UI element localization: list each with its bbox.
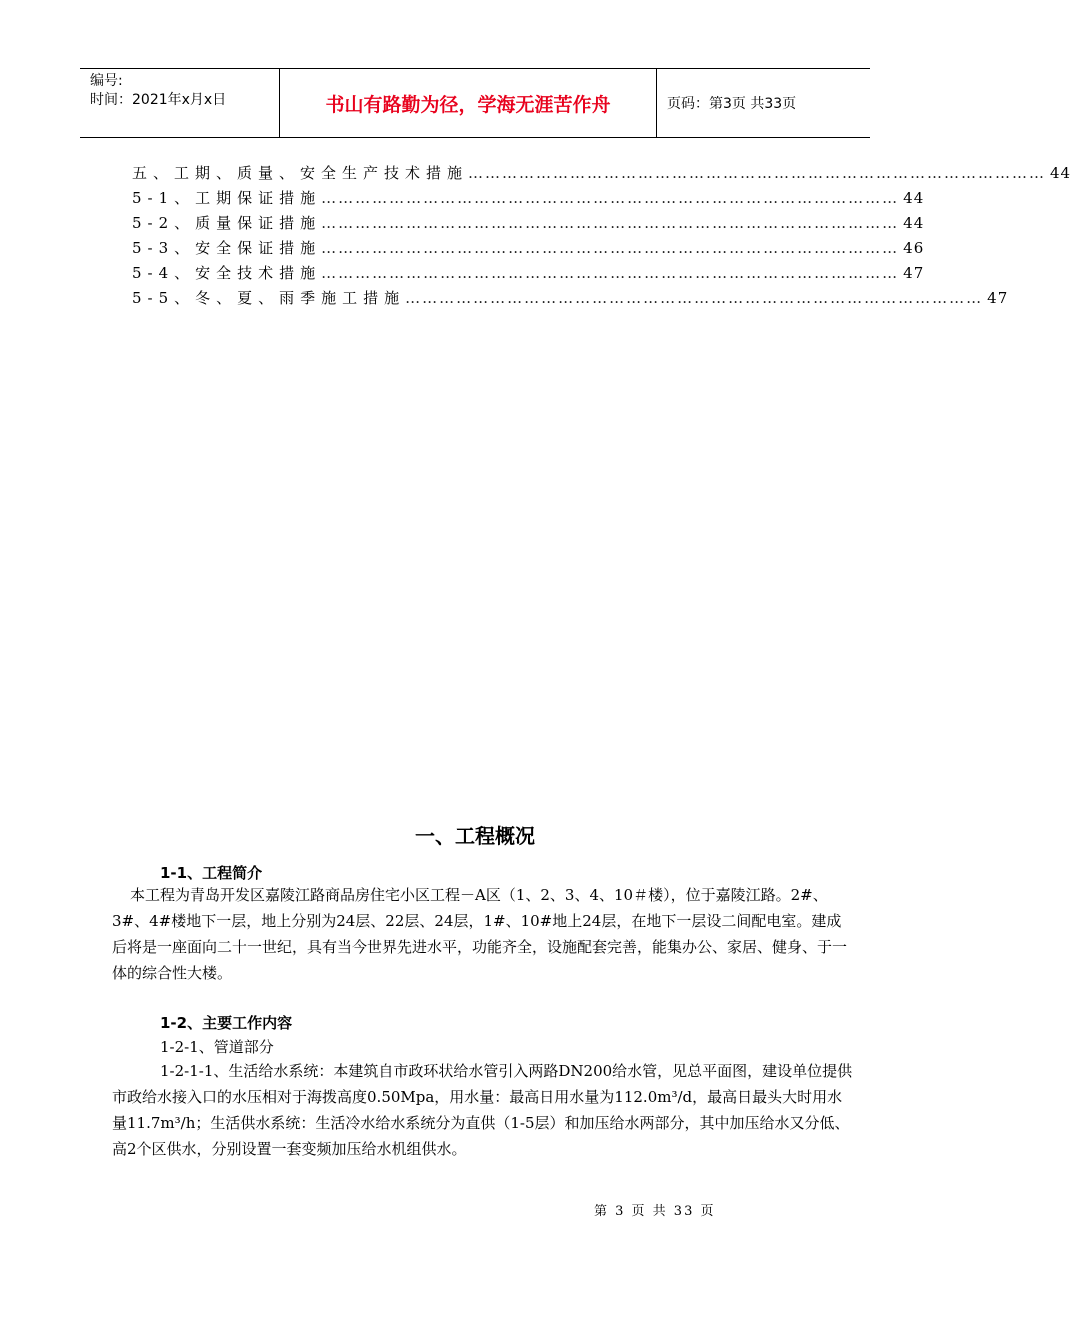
toc-entry-page: 47 xyxy=(903,263,925,282)
toc-entry-title: 5-2、质量保证措施 xyxy=(132,214,322,232)
pipeline-item-heading: 1-2-1、管道部分 xyxy=(160,1038,274,1056)
toc-entry-title: 5-5、冬、夏、雨季施工措施 xyxy=(132,289,406,307)
toc-leader: ………………………………………………………………………………………… xyxy=(321,188,900,207)
subsection-heading-work: 1-2、主要工作内容 xyxy=(160,1014,293,1032)
toc-leader: ………………………………………………………………………………………… xyxy=(405,288,984,307)
toc-entry xyxy=(132,185,925,210)
toc-entry xyxy=(132,160,1071,185)
toc-entry-page: 46 xyxy=(903,238,925,257)
toc-entry-page: 44 xyxy=(1050,163,1071,182)
toc-entry-page: 44 xyxy=(903,188,925,207)
toc-entry-title: 5-1、工期保证措施 xyxy=(132,189,322,207)
water-supply-paragraph: 1-2-1-1、生活给水系统：本建筑自市政环状给水管引入两路DN200给水管，见总平面图，建设单位提供市政给水接入口的水压相对于海拨高度0.50Mpa，用水量：最高日用水量为112.0m³/d，最高日最头大时用水量11.7m³/h；生活供水系统：生活冷水给水系统分为直供（1-5层）和加压给水两部分，其中加压给水又分低、高2个区供水，分别设置一套变频加压给水机组供水。 xyxy=(112,1062,853,1158)
toc-entry xyxy=(132,235,925,260)
toc-leader: ………………………………………………………………………………………… xyxy=(321,238,900,257)
header-page-label: 页码：第3页 共33页 xyxy=(667,96,797,112)
overview-paragraph: 本工程为青岛开发区嘉陵江路商品房住宅小区工程－A区（1、2、3、4、10＃楼），位于嘉陵江路。2#、3#、4#楼地下一层，地上分别为24层、22层、24层，1#、10#地上24层，在地下一层设二间配电室。建成后将是一座面向二十一世纪，具有当今世界先进水平，功能齐全，设施配套完善，能集办公、家居、健身、于一体的综合性大楼。 xyxy=(112,886,848,982)
toc-entry-page: 47 xyxy=(987,288,1009,307)
toc-entry-title: 5-3、安全保证措施 xyxy=(132,239,322,257)
time-label: 时间：2021年x月x日 xyxy=(90,92,227,108)
toc-leader: ………………………………………………………………………………………… xyxy=(468,163,1047,182)
table-of-contents xyxy=(132,160,1071,310)
toc-leader: ………………………………………………………………………………………… xyxy=(321,213,900,232)
toc-entry-page: 44 xyxy=(903,213,925,232)
page-header xyxy=(80,68,870,138)
toc-entry xyxy=(132,260,925,285)
page-footer: 第 3 页 共 33 页 xyxy=(594,1204,716,1219)
number-label: 编号: xyxy=(90,73,123,89)
toc-entry xyxy=(132,285,1009,310)
toc-leader: ………………………………………………………………………………………… xyxy=(321,263,900,282)
toc-entry-title: 5-4、安全技术措施 xyxy=(132,264,322,282)
header-meta xyxy=(80,69,280,137)
toc-entry xyxy=(132,210,925,235)
subsection-heading-overview: 1-1、工程简介 xyxy=(160,864,263,882)
header-motto: 书山有路勤为径，学海无涯苦作舟 xyxy=(280,69,657,137)
section-heading: 一、工程概况 xyxy=(415,824,535,848)
toc-entry-title: 五、工期、质量、安全生产技术措施 xyxy=(132,164,469,182)
